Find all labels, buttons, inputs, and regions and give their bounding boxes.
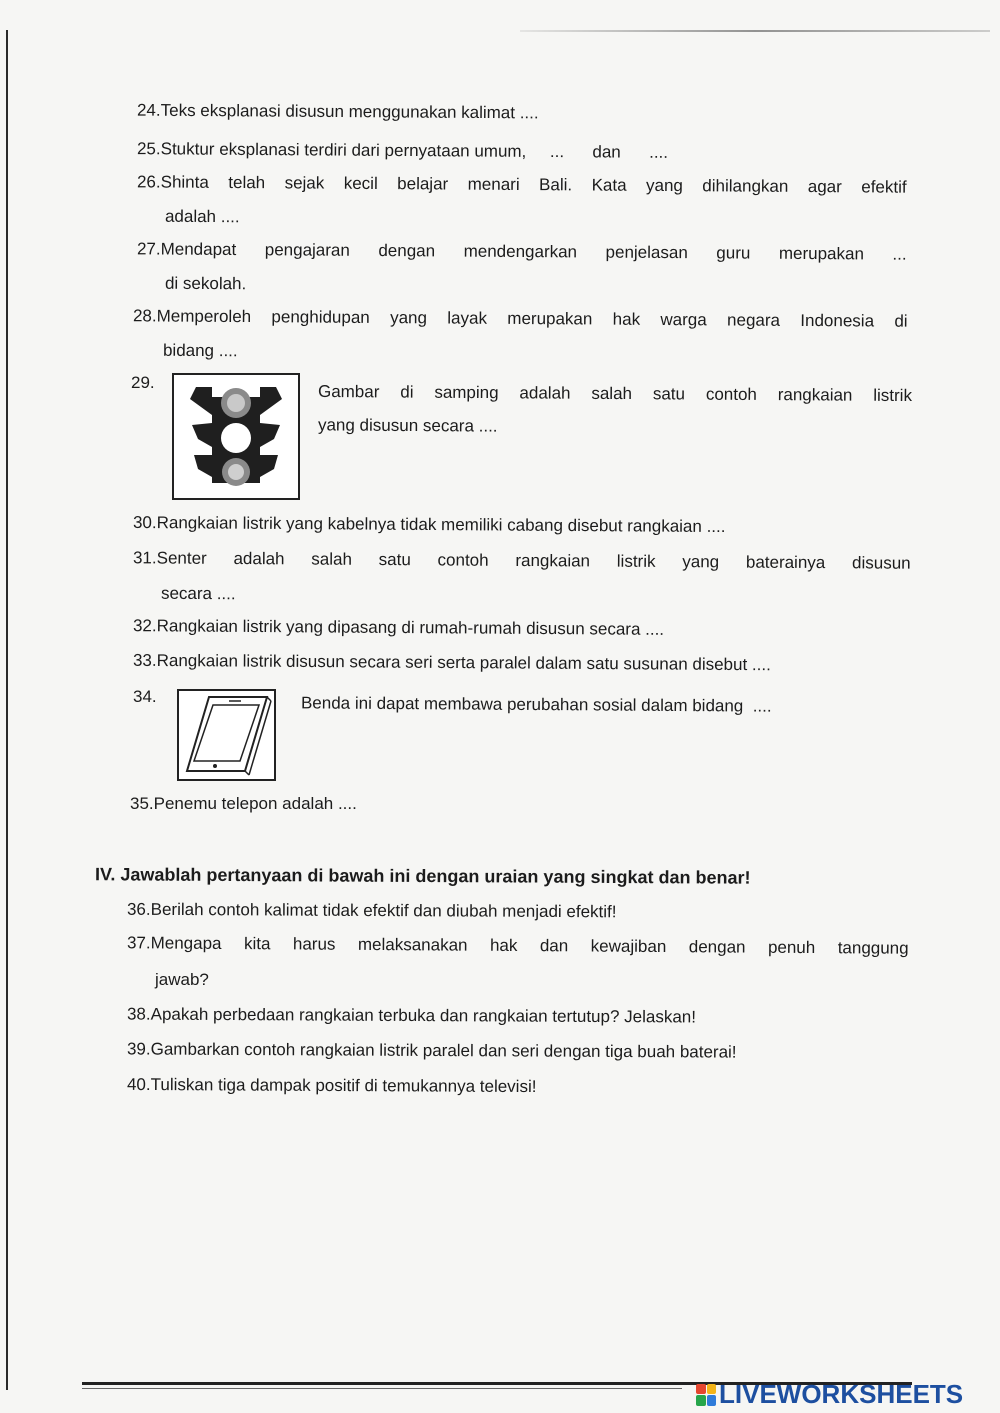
footer-rule-thin	[82, 1388, 682, 1389]
question-continuation: bidang ....	[162, 340, 238, 361]
watermark-text: LIVEWORKSHEETS	[719, 1379, 964, 1409]
question-40	[127, 1074, 537, 1098]
question-text: Gambarkan contoh rangkaian listrik paralel dan seri dengan tiga buah baterai!	[150, 1039, 737, 1062]
page-edge-shadow	[6, 30, 8, 1390]
question-number: 31.	[132, 548, 157, 568]
question-number: 34.	[133, 687, 157, 706]
question-continuation: di sekolah.	[164, 273, 247, 294]
question-continuation: adalah ....	[164, 206, 240, 227]
question-27	[137, 238, 907, 265]
question-34	[301, 692, 772, 717]
question-number: 25.	[136, 139, 161, 159]
question-continuation: secara ....	[160, 583, 236, 604]
question-29	[318, 381, 912, 407]
question-34-number	[133, 686, 157, 708]
smartphone-image	[177, 689, 276, 781]
question-text: Senter adalah salah satu contoh rangkaian listrik yang baterainya disusun	[156, 548, 911, 573]
smartphone-icon	[179, 691, 274, 779]
question-text: Berilah contoh kalimat tidak efektif dan diubah menjadi efektif!	[150, 899, 617, 922]
question-number: 24.	[136, 100, 161, 120]
question-text: Rangkaian listrik yang kabelnya tidak memiliki cabang disebut rangkaian ....	[156, 513, 726, 537]
question-number: 27.	[136, 239, 161, 259]
question-number: 26.	[136, 172, 161, 192]
question-text: Shinta telah sejak kecil belajar menari Bali. Kata yang dihilangkan agar efektif	[160, 172, 907, 197]
traffic-light-icon	[174, 375, 298, 498]
question-number: 39.	[126, 1039, 151, 1059]
question-text: Memperoleh penghidupan yang layak merupakan hak warga negara Indonesia di	[156, 306, 908, 331]
traffic-light-image	[172, 373, 300, 500]
section-title: IV. Jawablah pertanyaan di bawah ini dengan uraian yang singkat dan benar!	[94, 864, 751, 888]
liveworksheets-watermark	[696, 1379, 963, 1410]
question-text: Mendapat pengajaran dengan mendengarkan penjelasan guru merupakan ...	[160, 239, 907, 264]
question-number: 30.	[132, 512, 157, 533]
question-30	[133, 512, 726, 538]
question-35	[130, 793, 357, 815]
question-number: 38.	[126, 1004, 151, 1024]
question-37	[127, 932, 909, 959]
question-number: 36.	[126, 899, 151, 919]
question-text: Teks eksplanasi disusun menggunakan kalimat ....	[160, 100, 539, 123]
question-26	[137, 171, 907, 198]
question-text: Rangkaian listrik yang dipasang di rumah-rumah disusun secara ....	[156, 616, 665, 639]
question-text: Tuliskan tiga dampak positif di temukannya televisi!	[150, 1075, 537, 1097]
question-39	[127, 1038, 737, 1063]
question-36	[127, 899, 617, 924]
question-text: Gambar di samping adalah salah satu contoh rangkaian listrik	[317, 381, 913, 406]
question-number: 32.	[132, 616, 157, 636]
question-29-number	[131, 372, 155, 394]
question-25	[137, 138, 668, 164]
question-continuation: jawab?	[155, 970, 209, 989]
question-31	[133, 547, 911, 574]
question-text: Rangkaian listrik disusun secara seri serta paralel dalam satu susunan disebut ....	[156, 650, 771, 675]
question-28	[133, 305, 908, 332]
question-text: Apakah perbedaan rangkaian terbuka dan rangkaian tertutup? Jelaskan!	[150, 1004, 697, 1027]
question-number: 29.	[131, 373, 155, 392]
question-number: 37.	[126, 933, 151, 953]
question-number: 35.	[130, 794, 154, 813]
question-32	[133, 615, 664, 641]
question-number: 33.	[132, 650, 157, 670]
question-33	[133, 650, 771, 676]
question-number: 28.	[132, 306, 157, 326]
question-text: Benda ini dapat membawa perubahan sosial dalam bidang ....	[300, 693, 772, 716]
question-continuation: yang disusun secara ....	[317, 415, 498, 436]
question-text: Penemu telepon adalah ....	[153, 794, 357, 813]
liveworksheets-logo-icon	[696, 1384, 716, 1406]
question-24	[137, 100, 539, 125]
question-number: 40.	[126, 1074, 151, 1095]
question-38	[127, 1004, 696, 1029]
scan-artifact	[520, 30, 990, 32]
question-text: Stuktur eksplanasi terdiri dari pernyataan umum, ... dan ....	[160, 139, 669, 162]
question-text: Mengapa kita harus melaksanakan hak dan kewajiban dengan penuh tanggung	[150, 933, 909, 958]
